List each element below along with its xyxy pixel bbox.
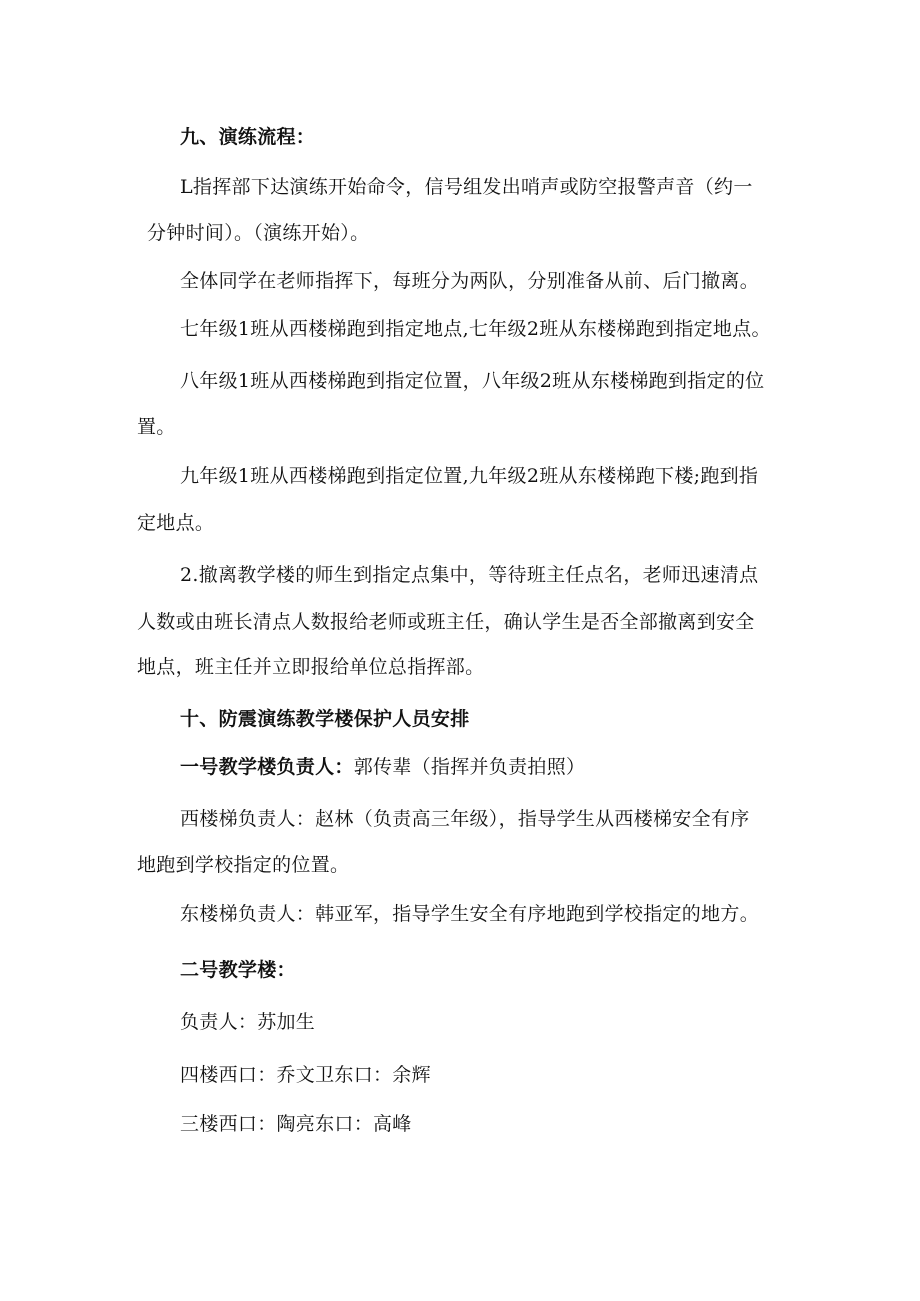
paragraph-line: 人数或由班长清点人数报给老师或班主任，确认学生是否全部撤离到安全	[137, 611, 755, 633]
building-one-label: 一号教学楼负责人：	[180, 756, 354, 778]
paragraph-line: 地点，班主任并立即报给单位总指挥部。	[137, 656, 485, 678]
paragraph-line: 地跑到学校指定的位置。	[137, 854, 350, 876]
paragraph-line: 九年级1班从西楼梯跑到指定位置,九年级2班从东楼梯跑下楼;跑到指	[180, 465, 759, 487]
floor-three-assignment: 三楼西口：陶亮东口：高峰	[180, 1113, 412, 1135]
building-one-value: 郭传辈（指挥并负责拍照）	[353, 756, 586, 778]
section-ten-heading: 十、防震演练教学楼保护人员安排	[180, 708, 470, 730]
paragraph-line: 八年级1班从西楼梯跑到指定位置，八年级2班从东楼梯跑到指定的位	[180, 370, 765, 392]
building-two-lead: 负责人：苏加生	[180, 1011, 316, 1033]
section-nine-heading: 九、演练流程：	[180, 126, 316, 148]
building-two-heading: 二号教学楼：	[180, 959, 296, 981]
building-one-lead	[180, 753, 585, 781]
paragraph-line: 七年级1班从西楼梯跑到指定地点,七年级2班从东楼梯跑到指定地点。	[180, 318, 771, 340]
paragraph-line: L指挥部下达演练开始命令，信号组发出哨声或防空报警声音（约一	[180, 176, 753, 198]
paragraph-line: 全体同学在老师指挥下，每班分为两队，分别准备从前、后门撤离。	[180, 270, 760, 292]
paragraph-line: 东楼梯负责人：韩亚军，指导学生安全有序地跑到学校指定的地方。	[180, 903, 760, 925]
paragraph-line: 分钟时间）。（演练开始）。	[147, 222, 370, 244]
paragraph-line: 置。	[137, 416, 176, 438]
paragraph-line: 2.撤离教学楼的师生到指定点集中，等待班主任点名，老师迅速清点	[180, 564, 759, 586]
paragraph-line: 定地点。	[137, 512, 215, 534]
floor-four-assignment: 四楼西口：乔文卫东口：余辉	[180, 1064, 431, 1086]
paragraph-line: 西楼梯负责人：赵林（负责高三年级），指导学生从西楼梯安全有序	[180, 808, 750, 830]
